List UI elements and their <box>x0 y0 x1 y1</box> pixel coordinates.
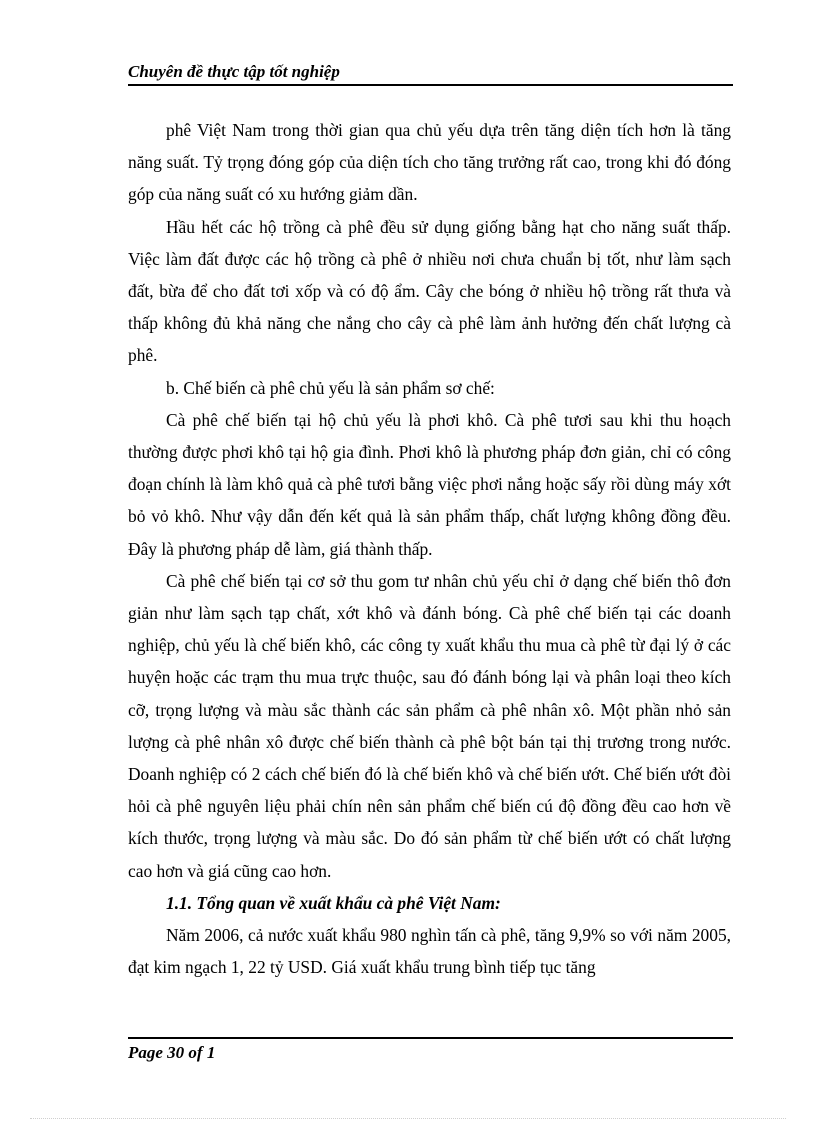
paragraph-2: Hầu hết các hộ trồng cà phê đều sử dụng giống bằng hạt cho năng suất thấp. Việc làm đất được các hộ trồng cà phê ở nhiều nơi chưa chuẩn bị tốt, như làm sạch đất, bừa để cho đất tơi xốp và có độ ẩm. Cây che bóng ở nhiều hộ trồng rất thưa và thấp không đủ khả năng che nắng cho cây cà phê làm ảnh hưởng đến chất lượng cà phê. <box>128 216 731 366</box>
page-edge-divider <box>30 1118 786 1119</box>
section-heading: 1.1. Tổng quan về xuất khẩu cà phê Việt Nam: <box>166 892 501 913</box>
paragraph-4: Cà phê chế biến tại cơ sở thu gom tư nhân chủ yếu chỉ ở dạng chế biến thô đơn giản như làm sạch tạp chất, xớt khô và đánh bóng. Cà phê chế biến tại các doanh nghiệp, chủ yếu là chế biến khô, các công ty xuất khẩu thu mua cà phê từ đại lý ở các huyện hoặc các trạm thu mua trực thuộc, sau đó đánh bóng lại và phân loại theo kích cỡ, trọng lượng và màu sắc thành các sản phẩm cà phê nhân xô. Một phần nhỏ sản lượng cà phê nhân xô được chế biến thành cà phê bột bán tại thị trương trong nước. Doanh nghiệp có 2 cách chế biến đó là chế biến khô và chế biến ướt. Chế biến ướt đòi hỏi cà phê nguyên liệu phải chín nên sản phẩm chế biến cú độ đồng đều cao hơn về kích thước, trọng lượng và màu sắc. Do đó sản phẩm từ chế biến ướt có chất lượng cao hơn và giá cũng cao hơn. <box>128 570 731 881</box>
page-header <box>128 60 733 86</box>
document-body <box>128 114 731 983</box>
page-number: Page 30 of 1 <box>128 1043 216 1062</box>
subsection-b: b. Chế biến cà phê chủ yếu là sản phẩm sơ chế: <box>166 377 495 398</box>
paragraph-3: Cà phê chế biến tại hộ chủ yếu là phơi khô. Cà phê tươi sau khi thu hoạch thường được phơi khô tại hộ gia đình. Phơi khô là phương pháp đơn giản, chỉ có công đoạn chính là làm khô quả cà phê tươi bằng việc phơi nắng hoặc sấy rồi dùng máy xớt bỏ vỏ khô. Như vậy dẫn đến kết quả là sản phẩm thấp, chất lượng không đồng đều. Đây là phương pháp dễ làm, giá thành thấp. <box>128 409 731 559</box>
page-footer <box>128 1037 733 1063</box>
paragraph-5: Năm 2006, cả nước xuất khẩu 980 nghìn tấn cà phê, tăng 9,9% so với năm 2005, đạt kim ngạch 1, 22 tỷ USD. Giá xuất khẩu trung bình tiếp tục tăng <box>128 925 731 978</box>
paragraph-1: phê Việt Nam trong thời gian qua chủ yếu dựa trên tăng diện tích hơn là tăng năng suất. Tỷ trọng đóng góp của diện tích cho tăng trưởng rất cao, trong khi đó đóng góp của năng suất có xu hướng giảm dần. <box>128 120 731 205</box>
document-title: Chuyên đề thực tập tốt nghiệp <box>128 62 340 81</box>
